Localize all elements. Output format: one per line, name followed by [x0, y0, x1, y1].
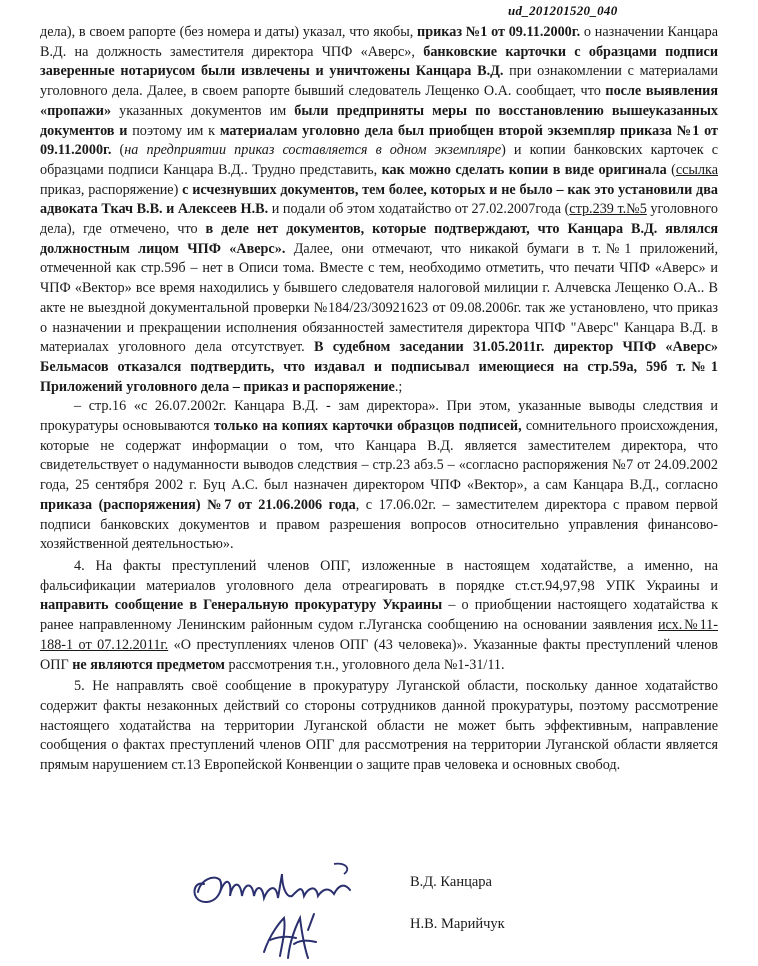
bold-run: направить сообщение в Генеральную прокуратуру Украины [40, 597, 443, 614]
text-run: поэтому им к [127, 122, 220, 139]
text-run: – стр.16 «с 26.07.2002г. Канцара В.Д. - зам директора». При этом, указанные выводы следствия и прокуратуры основываются [40, 398, 718, 435]
signatory-name-1: В.Д. Канцара [410, 874, 492, 890]
handwritten-signatures [184, 840, 394, 966]
text-run: , с 17.06.02г. – заместителем директора с правом первой подписи банковских документов и правом разрешения вопросов относительно управления финансово-хозяйственной деятельностью». [40, 496, 718, 553]
bold-run: приказа (распоряжения) №7 от 21.06.2006 года [40, 496, 356, 513]
paragraph-3 [40, 557, 718, 675]
bold-run: приказ №1 от 09.11.2000г. [417, 24, 581, 40]
paragraph-1 [40, 23, 718, 397]
text-run: Далее, они отмечают, что никакой бумаги в т.№1 приложений, отмеченной как стр.59б – нет в Описи тома. Вместе с тем, необходимо отметить, что печати ЧПФ «Аверс» и ЧПФ «Вектор» все время находились у бывшего следователя налоговой милиции г. Алчевска Лещенко О.А.. В акте не выездной документальной проверки №184/23/30921623 от 09.08.2006г. так же установлено, что приказ о назначении и прекращении исполнения обязанностей заместителя директора ЧПФ "Аверс" Канцара В.Д. в материалах уголовного дела отсутствует. [40, 240, 718, 356]
text-run: ) и копии банковских карточек с образцами подписи Канцара В.Д.. Трудно представить, [40, 142, 718, 178]
bold-run: после выявления «пропажи» [40, 83, 718, 119]
text-run: 4. На факты преступлений членов ОПГ, изложенные в настоящем ходатайстве, а именно, на фальсификации материалов уголовного дела отреагировать в порядке ст.ст.94,97,98 УПК Украины и [40, 557, 718, 594]
text-run: приказ, распоряжение) [40, 181, 183, 198]
text-run: .; [394, 378, 403, 395]
bold-run: материалам уголовно дела был приобщен второй экземпляр приказа №1 от 09.11.2000г. [40, 122, 718, 159]
bold-run: банковские карточки с образцами подписи заверенные нотариусом были извлечены и уничтожены Канцара В.Д. [40, 43, 718, 80]
bold-run: только на копиях карточки образцов подписей, [213, 418, 522, 435]
bold-run: были предприняты меры по восстановлению вышеуказанных документов и [40, 102, 719, 139]
text-run: дела), в своем рапорте (без номера и даты) указал, что якобы, [40, 24, 418, 40]
document-body [40, 23, 718, 776]
bold-run: в деле нет документов, которые подтверждают, что Канцара В.Д. являлся должностным лицом ЧПФ «Аверс». [40, 221, 718, 257]
text-run: сомнительного происхождения, которые не содержат информации о том, что Канцара В.Д. является заместителем директора, что свидетельствует о надуманности выводов следствия – стр.23 абз.5 – «согласно распоряжения №7 от 24.09.2002 года, 25 сентября 2002 г. Буц А.С. был назначен директором ЧПФ «Вектор», а сам Канцара В.Д., согласно [40, 418, 719, 494]
text-run: рассмотрения т.н., уголовного дела №1-31/11. [224, 656, 505, 673]
text-run: уголовного дела), где отмечено, что [40, 201, 718, 238]
italic-run: на предприятии приказ составляется в одном экземпляре [124, 142, 502, 159]
signature-block [0, 840, 758, 966]
underlined-run: стр.239 т.№5 [569, 201, 647, 218]
text-run: и подали об этом ходатайство от 27.02.2007года ( [268, 201, 570, 218]
paragraph-2 [40, 397, 718, 555]
text-run: при ознакомлении с материалами уголовного дела. Далее, в своем рапорте бывший следователь Лещенко О.А. сообщает, что [40, 63, 719, 100]
text-run: указанных документов им [111, 102, 295, 119]
bold-run: В судебном заседании 31.05.2011г. директор ЧПФ «Аверс» Бельмасов отказался подтвердить, что издавал и подписывал имеющиеся на стр.59а, 59б т.№1 Приложений уголовного дела – приказ и распоряжение [40, 339, 718, 395]
signatory-name-2: Н.В. Марийчук [410, 916, 505, 932]
paragraph-4: 5. Не направлять своё сообщение в прокуратуру Луганской области, поскольку данное ходатайство содержит факты незаконных действий со стороны сотрудников данной прокуратуры, поэтому рассмотрение настоящего ходатайства на территории Луганской области не может быть эффективным, направление сообщения о фактах преступлений членов ОПГ для рассмотрения на территории Луганской области является прямым нарушением ст.13 Европейской Конвенции о защите прав человека и основных свобод. [40, 678, 718, 774]
text-run: «О преступлениях членов ОПГ (43 человека)». Указанные факты преступлений членов ОПГ [40, 636, 718, 673]
text-run: – о приобщении настоящего ходатайства к ранее направленному Ленинским районным судом г.Луганска сообщению на основании заявления [40, 597, 718, 634]
text-run: о назначении Канцара В.Д. на должность заместителя директора ЧПФ «Аверс», [40, 24, 718, 60]
text-run: ( [666, 161, 676, 178]
text-run: ( [111, 142, 125, 159]
document-id-stamp: ud_201201520_040 [508, 3, 618, 18]
underlined-run: исх.№11-188-1 от 07.12.2011г. [40, 617, 719, 653]
bold-run: как можно сделать копии в виде оригинала [381, 161, 667, 178]
bold-run: не являются предметом [72, 656, 225, 673]
bold-run: с исчезнувших документов, тем более, которых и не было – как это установили два адвоката Ткач В.В. и Алексеев Н.В. [40, 181, 718, 218]
underlined-run: ссылка [675, 161, 718, 178]
